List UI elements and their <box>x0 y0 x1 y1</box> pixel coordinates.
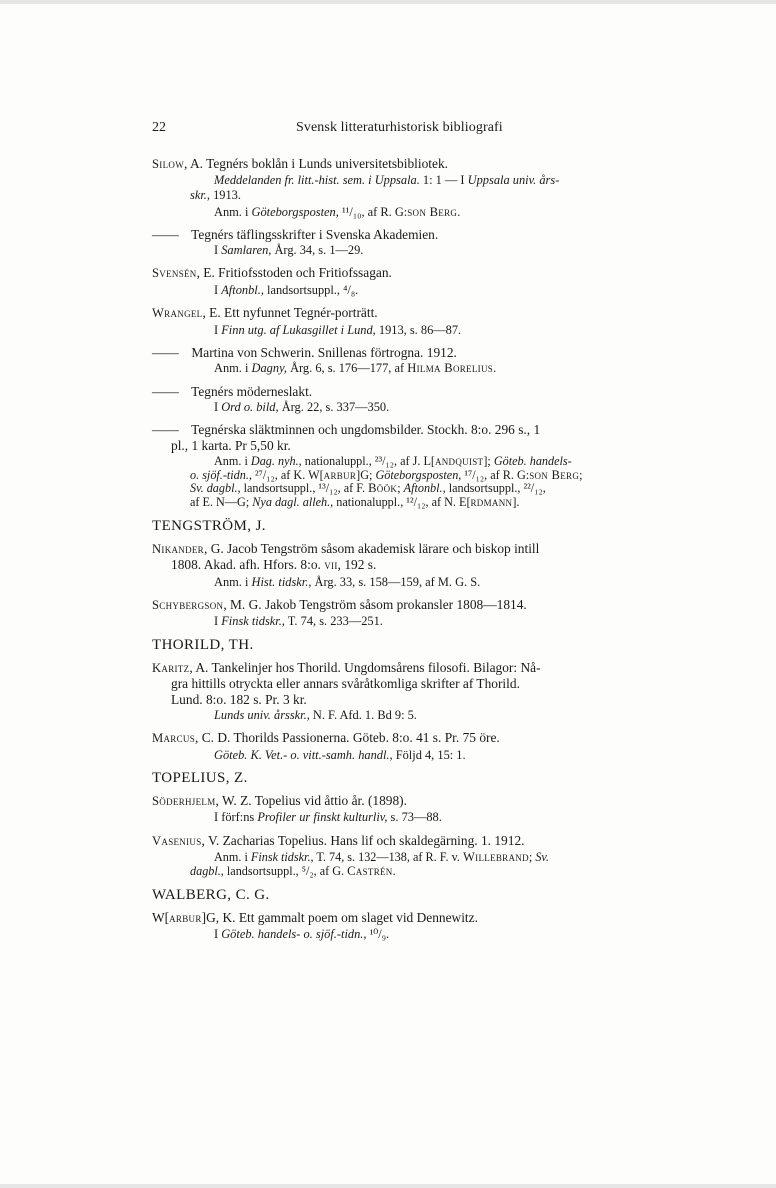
author-name: Vasenius <box>152 833 202 848</box>
entry-title: Tegnérs täflingsskrifter i Svenska Akademien. <box>188 226 439 242</box>
ditto-dash: —— <box>152 226 179 242</box>
entry-title: Tegnérs möderneslakt. <box>188 383 313 399</box>
running-title: Svensk litteraturhistorisk bibliografi <box>296 120 503 135</box>
section-heading-tengstrom: TENGSTRÖM, J. <box>152 517 266 534</box>
section-heading-thorild: THORILD, TH. <box>152 636 254 653</box>
source-detail: Årg. 22, s. 337—350. <box>278 400 390 415</box>
section-heading-walberg: WALBERG, C. G. <box>152 886 270 903</box>
source-detail: 1913, s. 86—87. <box>375 322 462 337</box>
source-detail: s. 73—88. <box>387 810 442 825</box>
entry-title: gra hittills otryckta eller annars svåråtkomliga skrifter af Thorild. <box>171 676 520 691</box>
entry-wrangel-4 <box>152 422 682 509</box>
entry-title: , A. Tankelinjer hos Thorild. Ungdomsårens filosofi. Bilagor: Nå- <box>189 659 541 675</box>
entry-title: 1808. Akad. afh. Hfors. 8:o. <box>171 557 325 573</box>
source-title: Göteb. K. Vet.- o. vitt.-samh. handl., <box>214 747 393 762</box>
entry-silow-2 <box>152 227 682 258</box>
source-title: Göteb. handels- o. sjöf.-tidn., <box>221 927 367 942</box>
source-title: Aftonbl., <box>221 282 264 297</box>
review-prefix: Anm. i <box>214 454 251 469</box>
review-source: Dagny, <box>251 361 287 376</box>
ditto-dash: —— <box>152 422 179 438</box>
source-title: Finn utg. af Lukasgillet i Lund, <box>221 322 376 337</box>
reviewer-name: arbur <box>323 467 357 482</box>
review-detail: ]G; <box>356 467 376 482</box>
page-number: 22 <box>152 120 166 135</box>
reviewer-name: andquist <box>434 454 484 469</box>
entry-title: Lund. 8:o. 182 s. Pr. 3 kr. <box>171 691 307 707</box>
source-prefix: I <box>214 614 222 629</box>
review-detail: ]; <box>483 454 494 469</box>
scan-top-edge <box>0 0 776 4</box>
entry-marcus <box>152 730 682 762</box>
entry-schybergson <box>152 597 682 629</box>
author-name: Svensén <box>152 266 197 281</box>
review-source: Hist. tidskr., <box>251 574 312 589</box>
review-prefix: Anm. i <box>214 850 251 865</box>
ditto-dash: —— <box>152 344 179 360</box>
source-prefix: I <box>214 282 222 297</box>
author-name: ]G <box>201 909 216 925</box>
ditto-dash: —— <box>152 383 179 399</box>
entry-title: Tegnérska släktminnen och ungdomsbilder. Stockh. 8:o. 296 s., 1 <box>188 422 541 438</box>
review-detail: landsortsuppl., ⁵/₂, af G. <box>223 863 348 878</box>
entry-karitz <box>152 660 682 723</box>
source-detail: Årg. 34, s. 1—29. <box>271 243 364 258</box>
source-title: Lunds univ. årsskr., <box>214 708 310 722</box>
author-name: Söderhjelm <box>152 793 216 808</box>
source-detail: landsortsuppl., ⁴/₈. <box>263 282 359 297</box>
entry-title: , V. Zacharias Topelius. Hans lif och skaldegärning. 1. 1912. <box>201 832 525 848</box>
author-name: arbur <box>169 910 202 925</box>
source-detail: N. F. Afd. 1. Bd 9: 5. <box>309 708 417 722</box>
entry-vasenius <box>152 833 682 879</box>
review-prefix: Anm. i <box>214 361 252 376</box>
section-heading-topelius: TOPELIUS, Z. <box>152 769 248 786</box>
review-prefix: Anm. i <box>214 204 252 219</box>
review-source: Dag. nyh., <box>250 454 302 469</box>
review-detail: ¹¹/₁₀, af R. G: <box>338 204 408 219</box>
source-title: Meddelanden fr. litt.-hist. sem. i Uppsala. <box>214 172 420 187</box>
review-detail: ²⁷/₁₂, af K. W[ <box>251 467 324 482</box>
entry-wrangel-2 <box>152 345 682 376</box>
review-source: Sv. <box>535 850 549 865</box>
entry-title: pl., 1 karta. Pr 5,50 kr. <box>171 437 291 453</box>
reviewer-name: son Berg <box>407 204 458 219</box>
review-source: Göteborgsposten, <box>251 204 339 219</box>
entry-title: , K. Ett gammalt poem om slaget vid Dennewitz. <box>215 909 478 925</box>
review-detail: Årg. 33, s. 158—159, af M. G. S. <box>311 574 481 589</box>
review-detail: af E. N—G; <box>190 495 253 509</box>
source-title: skr. <box>190 188 207 202</box>
review-detail: landsortsuppl., ²²/₁₂, <box>445 481 546 496</box>
reviewer-name: Castrén <box>347 863 393 878</box>
source-prefix: I <box>214 243 222 258</box>
review-source: Sv. dagbl., <box>190 481 241 496</box>
source-prefix: I <box>214 927 222 942</box>
source-title: Finsk tidskr., <box>221 614 285 629</box>
review-detail: . <box>392 863 396 878</box>
entry-nikander <box>152 541 682 589</box>
entry-title: , M. G. Jakob Tengström såsom prokansler 1808—1814. <box>223 596 527 612</box>
source-title: Uppsala univ. års- <box>467 172 560 187</box>
review-detail: landsortsuppl., ¹³/₁₂, af F. <box>240 481 369 496</box>
source-detail: 1: 1 — I <box>419 172 468 187</box>
source-prefix: I <box>214 322 222 337</box>
review-detail: Årg. 6, s. 176—177, af <box>286 361 408 376</box>
source-title: Profiler ur finskt kulturliv, <box>257 810 388 825</box>
review-detail: ]. <box>512 495 520 509</box>
review-source: Finsk tidskr., <box>250 850 314 865</box>
entry-soderhjelm <box>152 793 682 825</box>
review-source: Göteborgsposten, <box>375 467 462 482</box>
reviewer-name: Böök <box>368 481 398 496</box>
author-name: Karitz <box>152 660 190 675</box>
entry-title: vii <box>324 558 338 573</box>
review-source: Aftonbl., <box>403 481 446 496</box>
entry-title: , E. Ett nyfunnet Tegnér-porträtt. <box>202 305 378 321</box>
author-name: Nikander <box>152 541 204 556</box>
review-source: dagbl., <box>190 863 224 878</box>
review-source: Nya dagl. alleh., <box>252 495 334 509</box>
entry-title: , E. Fritiofsstoden och Fritiofssagan. <box>196 265 392 281</box>
review-detail: ; <box>528 850 536 865</box>
source-detail: T. 74, s. 233—251. <box>284 614 383 629</box>
entry-wrangel-3 <box>152 384 682 415</box>
review-detail: nationaluppl., ²³/₁₂, af J. L[ <box>301 454 435 469</box>
reviewer-name: Hilma Borelius <box>407 361 494 376</box>
entry-title: , C. D. Thorilds Passionerna. Göteb. 8:o. 41 s. Pr. 75 öre. <box>195 730 500 746</box>
author-name: W[ <box>152 909 170 925</box>
source-title: Samlaren, <box>221 243 272 258</box>
entry-title: , W. Z. Topelius vid åttio år. (1898). <box>215 792 407 808</box>
page-header <box>0 120 776 140</box>
author-name: Schybergson <box>152 597 224 612</box>
review-detail: T. 74, s. 132—138, af R. F. v. <box>313 850 463 865</box>
entry-title: , 192 s. <box>337 557 377 573</box>
source-title: Ord o. bild, <box>221 400 279 415</box>
reviewer-name: rdmann <box>470 495 513 509</box>
source-prefix: I förf:ns <box>214 810 258 825</box>
bibliography-body <box>152 156 682 949</box>
reviewer-name: son Berg <box>529 467 580 482</box>
review-prefix: Anm. i <box>214 574 252 589</box>
review-detail: ; <box>397 481 404 496</box>
review-detail: . <box>493 361 497 376</box>
review-detail: ; <box>579 467 583 482</box>
entry-silow-1 <box>152 156 682 219</box>
entry-warburg <box>152 910 682 942</box>
source-detail: Följd 4, 15: 1. <box>392 747 466 762</box>
source-detail: , 1913. <box>206 188 241 202</box>
author-name: Wrangel <box>152 306 203 321</box>
review-source: Göteb. handels- <box>493 454 572 469</box>
author-name: Silow <box>152 157 184 171</box>
reviewer-name: Willebrand <box>463 850 529 865</box>
scan-bottom-edge <box>0 1184 776 1188</box>
entry-svensen <box>152 265 682 297</box>
review-detail: ¹⁷/₁₂, af R. G: <box>461 467 530 482</box>
source-prefix: I <box>214 400 222 415</box>
review-detail: . <box>457 204 461 219</box>
entry-wrangel-1 <box>152 305 682 337</box>
author-name: Marcus <box>152 731 196 746</box>
entry-title: , G. Jacob Tengström såsom akademisk lärare och biskop intill <box>204 540 540 556</box>
entry-title: Martina von Schwerin. Snillenas förtrogna. 1912. <box>188 344 457 360</box>
entry-title: , A. Tegnérs boklån i Lunds universitetsbibliotek. <box>184 156 448 171</box>
source-detail: ¹⁰/₉. <box>366 927 390 942</box>
review-source: o. sjöf.-tidn., <box>190 467 252 482</box>
review-detail: nationaluppl., ¹²/₁₂, af N. E[ <box>333 495 471 509</box>
